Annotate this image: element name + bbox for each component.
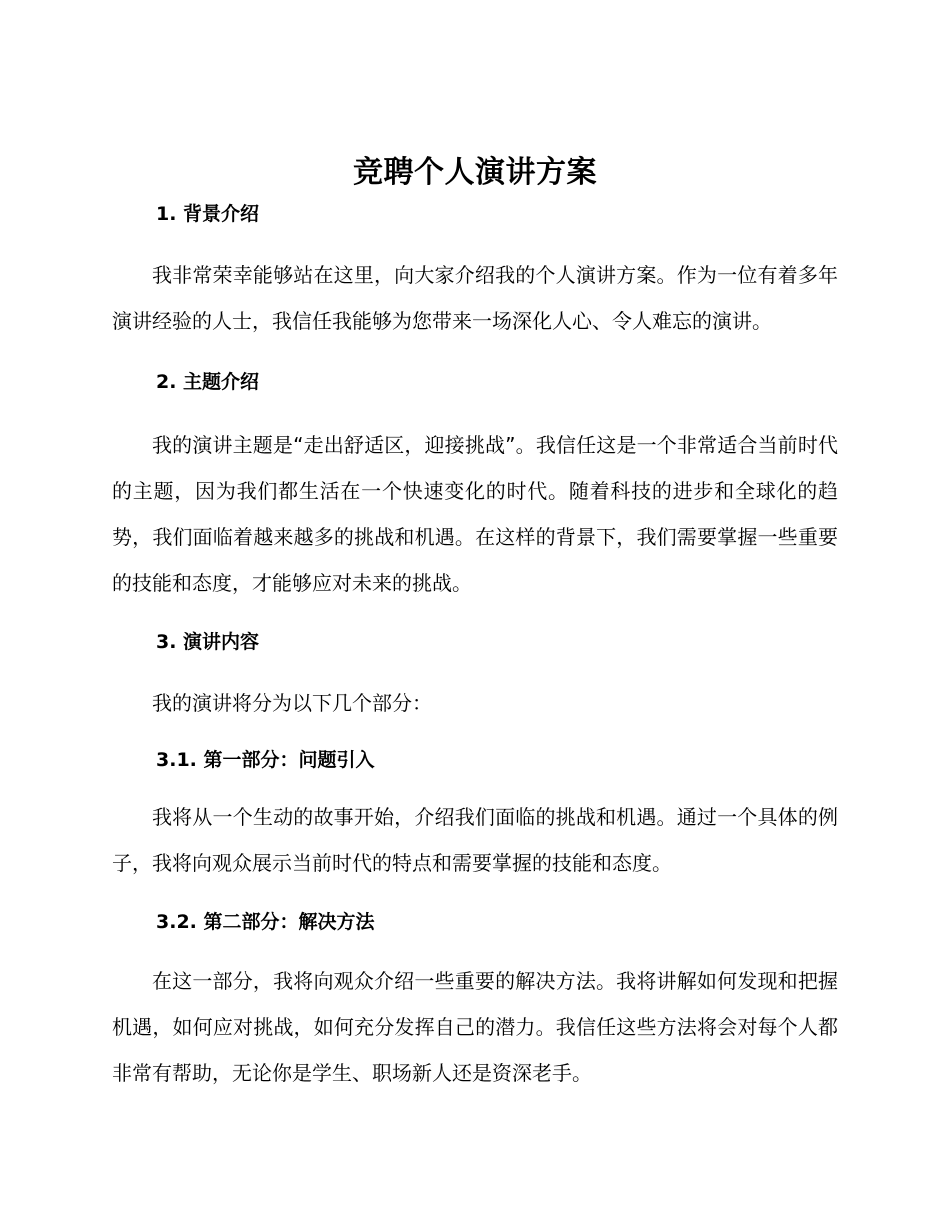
subsection-heading-part-one: 3.1. 第一部分：问题引入 — [156, 749, 375, 771]
section-heading-background: 1. 背景介绍 — [156, 203, 260, 225]
section-heading-content: 3. 演讲内容 — [156, 631, 260, 653]
section-heading-theme: 2. 主题介绍 — [156, 371, 260, 393]
section-paragraph-background: 我非常荣幸能够站在这里，向大家介绍我的个人演讲方案。作为一位有着多年演讲经验的人士，我信任我能够为您带来一场深化人心、令人难忘的演讲。 — [112, 263, 838, 333]
section-paragraph-theme: 我的演讲主题是“走出舒适区，迎接挑战”。我信任这是一个非常适合当前时代的主题，因为我们都生活在一个快速变化的时代。随着科技的进步和全球化的趋势，我们面临着越来越多的挑战和机遇。在这样的背景下，我们需要掌握一些重要的技能和态度，才能够应对未来的挑战。 — [112, 433, 838, 595]
subsection-paragraph-part-one: 我将从一个生动的故事开始，介绍我们面临的挑战和机遇。通过一个具体的例子，我将向观众展示当前时代的特点和需要掌握的技能和态度。 — [112, 805, 838, 875]
page-title: 竞聘个人演讲方案 — [353, 155, 597, 190]
subsection-paragraph-part-two: 在这一部分，我将向观众介绍一些重要的解决方法。我将讲解如何发现和把握机遇，如何应对挑战，如何充分发挥自己的潜力。我信任这些方法将会对每个人都非常有帮助，无论你是学生、职场新人还是资深老手。 — [112, 969, 838, 1085]
subsection-heading-part-two: 3.2. 第二部分：解决方法 — [156, 911, 375, 933]
section-paragraph-content: 我的演讲将分为以下几个部分： — [152, 691, 432, 715]
